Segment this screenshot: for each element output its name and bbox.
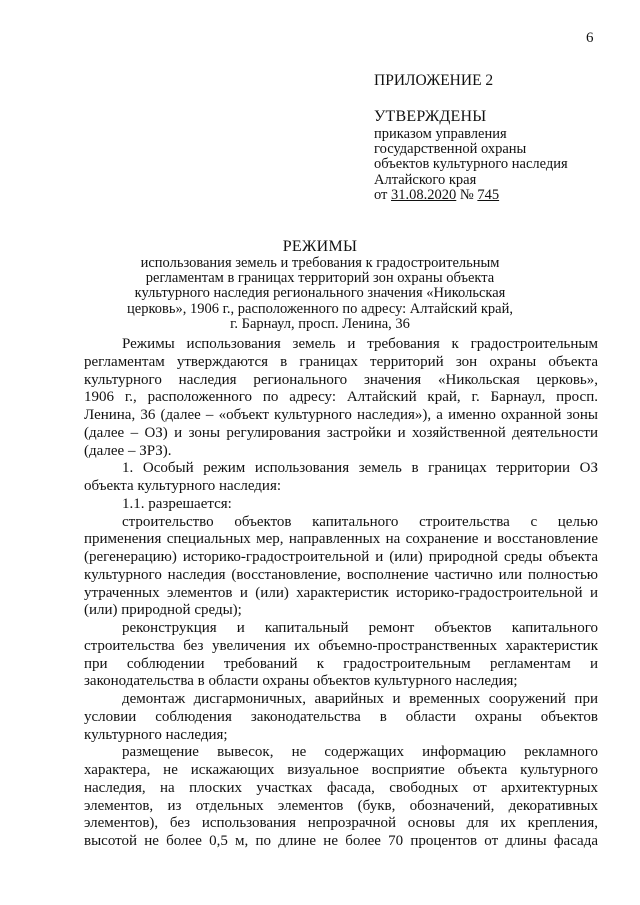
body-line: при соблюдении требований к градостроительным регламентам и bbox=[84, 655, 598, 672]
body-line: культурного наследия (восстановление, восполнение частично или полностью bbox=[84, 566, 598, 583]
subtitle-line: церковь», 1906 г., расположенного по адресу: Алтайский край, bbox=[127, 300, 513, 317]
document-subtitle bbox=[110, 256, 530, 332]
body-line: условии соблюдения законодательства в области охраны объектов bbox=[84, 708, 598, 725]
body-line: (или) природной среды); bbox=[84, 602, 242, 619]
body-line: 1.1. разрешается: bbox=[122, 495, 232, 512]
body-line: элементов, из отдельных элементов (букв, обозначений, декоративных bbox=[84, 797, 598, 814]
body-line: высотой не более 0,5 м, по длине не более 70 процентов от длины фасада bbox=[84, 833, 598, 849]
body-line: реконструкция и капитальный ремонт объектов капитального bbox=[122, 620, 598, 636]
approval-line: приказом управления bbox=[374, 126, 507, 142]
date-prefix: от bbox=[374, 186, 392, 203]
body-line: характера, не искажающих визуальное восприятие объекта культурного bbox=[84, 762, 598, 778]
body-line: культурного наследия регионального значения «Никольская церковь», bbox=[84, 371, 598, 388]
body-line: законодательства в области охраны объектов культурного наследия; bbox=[84, 673, 518, 690]
approval-date-line bbox=[374, 188, 568, 203]
body-line: утраченных элементов и (или) характеристик историко-градостроительной и bbox=[84, 584, 598, 601]
body-line: (далее – ЗРЗ). bbox=[84, 442, 172, 459]
body-line: 1906 г., расположенного по адресу: Алтайский край, г. Барнаул, просп. bbox=[84, 389, 598, 406]
subtitle-line: использования земель и требования к градостроительным bbox=[140, 255, 500, 271]
body-line: (далее – ОЗ) и зоны регулирования застройки и хозяйственной деятельности bbox=[84, 424, 598, 441]
body-line: размещение вывесок, не содержащих информацию рекламного bbox=[122, 744, 598, 761]
body-line: культурного наследия; bbox=[84, 726, 228, 743]
order-date: 31.08.2020 bbox=[391, 186, 457, 203]
approved-heading: УТВЕРЖДЕНЫ bbox=[374, 108, 487, 125]
body-line: Ленина, 36 (далее – «объект культурного наследия»), а именно охранной зоны bbox=[84, 407, 598, 423]
appendix-label: ПРИЛОЖЕНИЕ 2 bbox=[374, 72, 494, 89]
body-line: объекта культурного наследия: bbox=[84, 478, 282, 494]
subtitle-line: г. Барнаул, просп. Ленина, 36 bbox=[230, 315, 410, 332]
document-title: РЕЖИМЫ bbox=[282, 238, 358, 255]
number-sign: № bbox=[456, 186, 478, 203]
subtitle-line: культурного наследия регионального значения «Никольская bbox=[134, 285, 506, 302]
body-line: наследия, на плоских участках фасада, свободных от архитектурных bbox=[84, 779, 598, 796]
approval-line: объектов культурного наследия bbox=[374, 156, 568, 173]
order-number: 745 bbox=[477, 186, 500, 203]
body-line: 1. Особый режим использования земель в границах территории ОЗ bbox=[122, 460, 598, 477]
body-line: строительство объектов капитального строительства с целью bbox=[122, 513, 598, 530]
approval-block bbox=[374, 127, 568, 203]
document-body bbox=[84, 336, 598, 851]
body-line: Режимы использования земель и требования к градостроительным bbox=[122, 336, 598, 352]
page-number: 6 bbox=[586, 30, 594, 46]
body-line: регламентам утверждаются в границах территорий зон охраны объекта bbox=[84, 353, 598, 370]
approval-line: Алтайского края bbox=[374, 171, 477, 188]
approval-line: государственной охраны bbox=[374, 141, 527, 158]
body-line: применения специальных мер, направленных на сохранение и восстановление bbox=[84, 531, 598, 548]
body-line: демонтаж дисгармоничных, аварийных и временных сооружений при bbox=[122, 691, 598, 707]
subtitle-line: регламентам в границах территорий зон охраны объекта bbox=[145, 270, 495, 287]
body-line: элементов), без использования непрозрачной основы для их крепления, bbox=[84, 815, 598, 832]
body-line: (регенерацию) историко-градостроительной и (или) природной среды объекта bbox=[84, 549, 598, 565]
body-line: строительства без увеличения их объемно-пространственных характеристик bbox=[84, 637, 598, 654]
